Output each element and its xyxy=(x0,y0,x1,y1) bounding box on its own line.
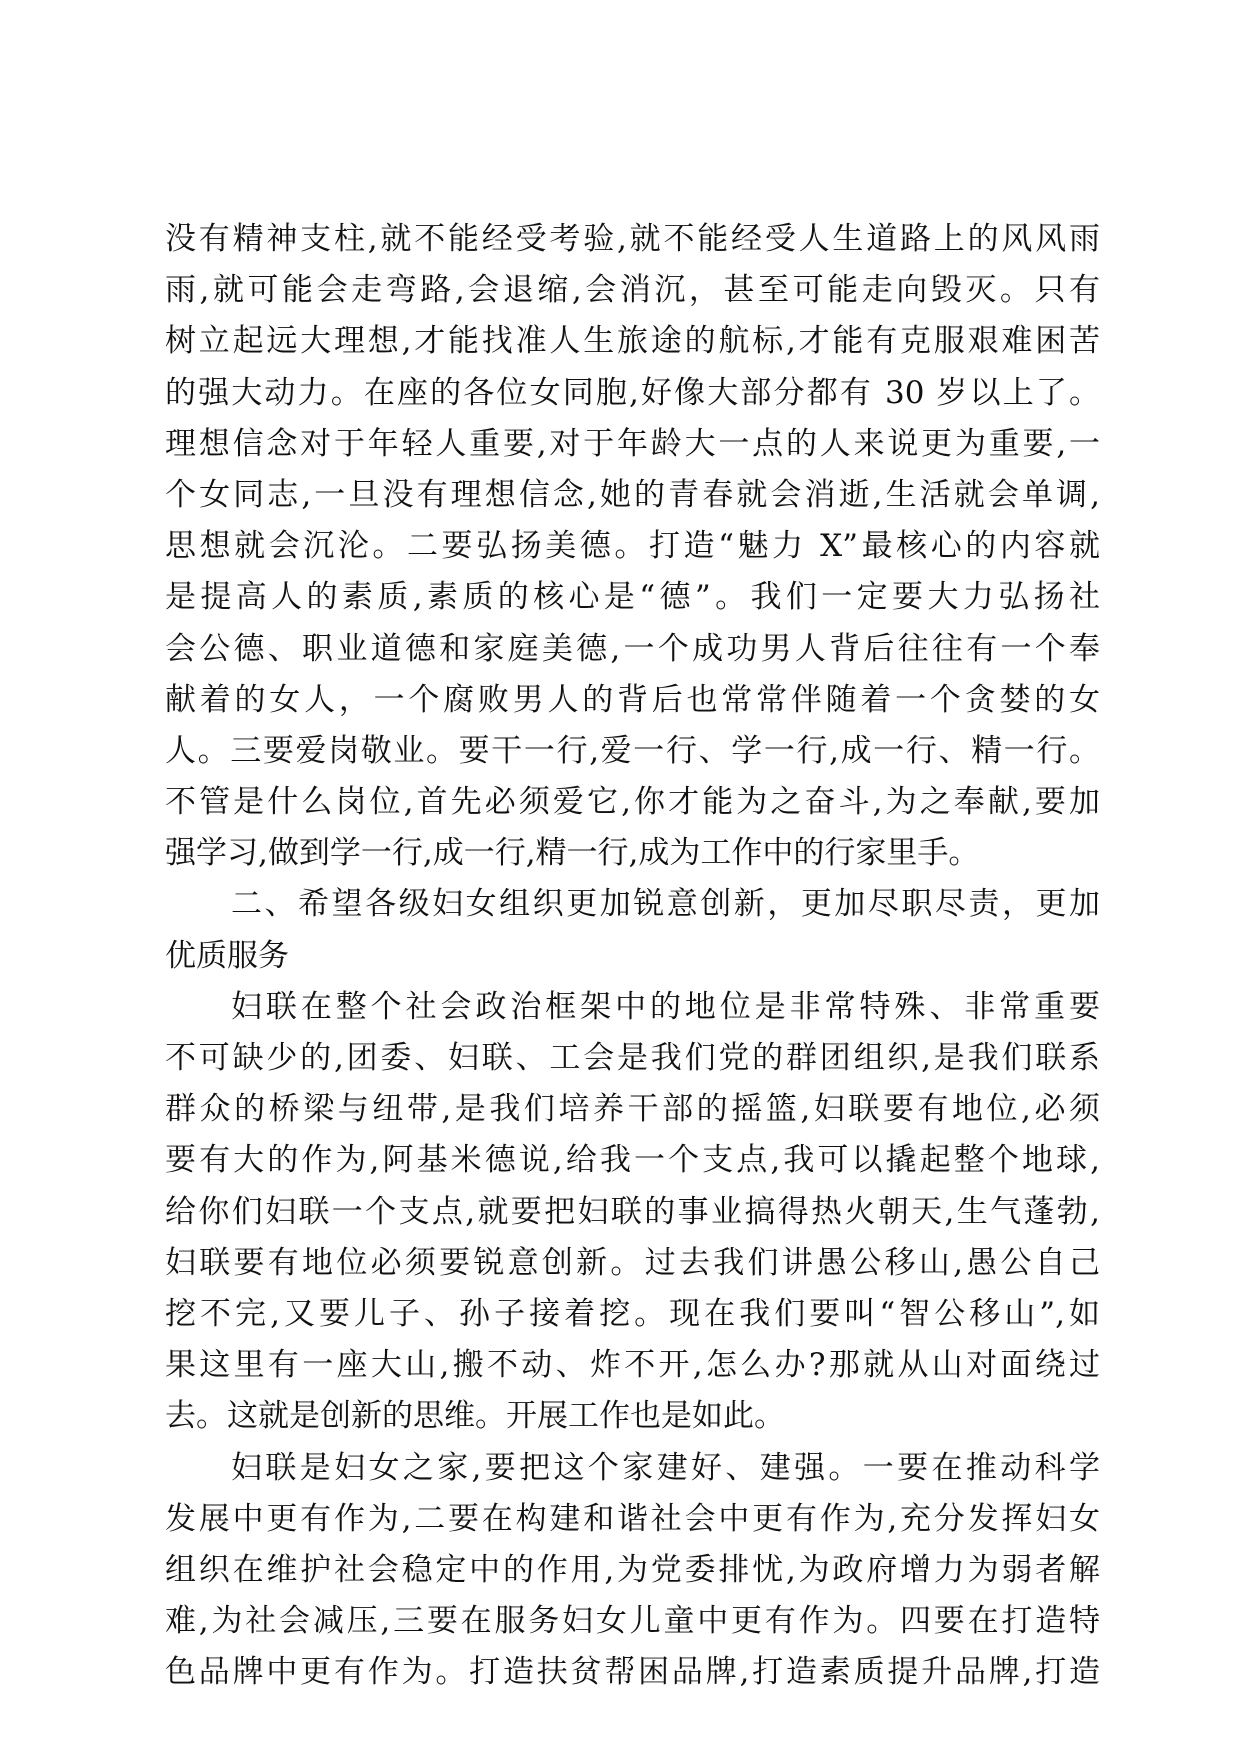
section-heading-line: 二、希望各级妇女组织更加锐意创新，更加尽职尽责，更加 xyxy=(231,886,1100,923)
text-line: 果这里有一座大山,搬不动、炸不开,怎么办?那就从山对面绕过 xyxy=(165,1347,1100,1384)
text-line: 会公德、职业道德和家庭美德,一个成功男人背后往往有一个奉 xyxy=(165,630,1100,667)
text-line: 色品牌中更有作为。打造扶贫帮困品牌,打造素质提升品牌,打造 xyxy=(165,1654,1100,1691)
text-line: 发展中更有作为,二要在构建和谐社会中更有作为,充分发挥妇女 xyxy=(165,1500,1100,1537)
text-line: 强学习,做到学一行,成一行,精一行,成为工作中的行家里手。 xyxy=(165,835,980,872)
text-line: 给你们妇联一个支点,就要把妇联的事业搞得热火朝天,生气蓬勃, xyxy=(165,1193,1100,1230)
text-line: 个女同志,一旦没有理想信念,她的青春就会消逝,生活就会单调, xyxy=(165,476,1100,513)
text-line: 去。这就是创新的思维。开展工作也是如此。 xyxy=(165,1398,785,1435)
text-line: 是提高人的素质,素质的核心是“德”。我们一定要大力弘扬社 xyxy=(165,579,1100,616)
paragraph-first-line: 妇联在整个社会政治框架中的地位是非常特殊、非常重要 xyxy=(231,988,1100,1025)
text-line: 献着的女人，一个腐败男人的背后也常常伴随着一个贪婪的女 xyxy=(165,681,1100,718)
paragraph-first-line: 妇联是妇女之家,要把这个家建好、建强。一要在推动科学 xyxy=(231,1449,1100,1486)
text-line: 人。三要爱岗敬业。要干一行,爱一行、学一行,成一行、精一行。 xyxy=(165,732,1100,769)
text-line: 组织在维护社会稳定中的作用,为党委排忧,为政府增力为弱者解 xyxy=(165,1551,1100,1588)
text-line: 没有精神支柱,就不能经受考验,就不能经受人生道路上的风风雨 xyxy=(165,221,1100,257)
text-line: 要有大的作为,阿基米德说,给我一个支点,我可以撬起整个地球, xyxy=(165,1142,1100,1179)
text-line: 理想信念对于年轻人重要,对于年龄大一点的人来说更为重要,一 xyxy=(165,425,1100,462)
text-line: 树立起远大理想,才能找准人生旅途的航标,才能有克服艰难困苦 xyxy=(165,323,1100,360)
text-line: 妇联要有地位必须要锐意创新。过去我们讲愚公移山,愚公自己 xyxy=(165,1244,1100,1281)
text-line: 不可缺少的,团委、妇联、工会是我们党的群团组织,是我们联系 xyxy=(165,1040,1100,1076)
text-line: 不管是什么岗位,首先必须爱它,你才能为之奋斗,为之奉献,要加 xyxy=(165,784,1100,821)
text-line: 群众的桥梁与纽带,是我们培养干部的摇篮,妇联要有地位,必须 xyxy=(165,1091,1100,1128)
body-text xyxy=(165,214,1100,1698)
text-line: 思想就会沉沦。二要弘扬美德。打造“魅力 X”最核心的内容就 xyxy=(165,528,1100,565)
text-line: 雨,就可能会走弯路,会退缩,会消沉，甚至可能走向毁灭。只有 xyxy=(165,272,1100,309)
section-heading-line: 优质服务 xyxy=(165,937,289,974)
text-line: 难,为社会减压,三要在服务妇女儿童中更有作为。四要在打造特 xyxy=(165,1603,1100,1640)
text-line: 挖不完,又要儿子、孙子接着挖。现在我们要叫“智公移山”,如 xyxy=(165,1295,1100,1332)
text-line: 的强大动力。在座的各位女同胞,好像大部分都有 30 岁以上了。 xyxy=(165,374,1100,411)
